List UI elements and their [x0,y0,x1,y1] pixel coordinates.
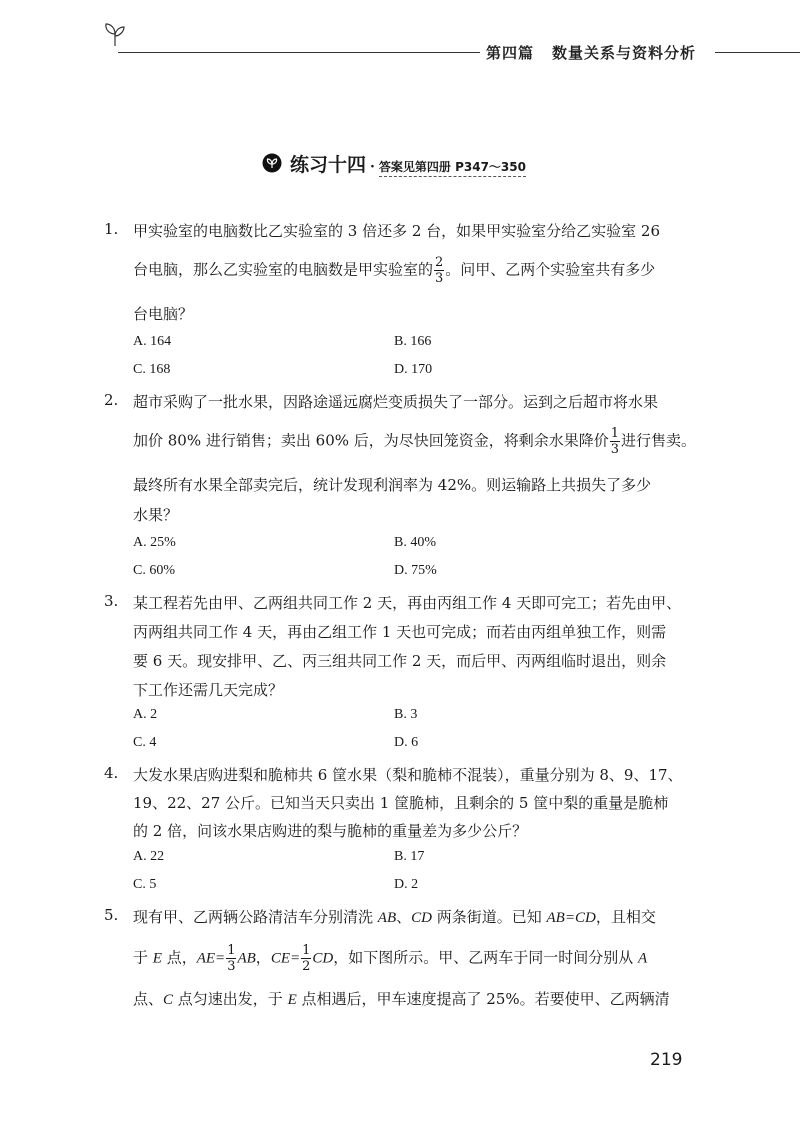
q2-option-c: C. 60% [133,563,175,578]
point-c: C [163,992,174,1008]
street-ab: AB [377,910,397,926]
fraction-one-third-ae: $\frac{1}{3}$ [227,943,236,974]
q1-option-c: C. 168 [133,362,171,377]
question-3-line-1: 某工程若先由甲、乙两组共同工作 2 天，再由丙组工作 4 天即可完工；若先由甲、 [133,594,682,612]
question-1-number: 1. [104,220,119,238]
title-separator: · [370,159,375,175]
q2-option-d: D. 75% [394,563,437,578]
street-cd: CD [411,910,432,926]
question-5-line-1: 现有甲、乙两辆公路清洁车分别清洗 AB、CD 两条街道。已知 AB=CD，且相交 [133,908,656,926]
exercise-title: 练习十四 [290,154,367,176]
question-3-number: 3. [104,592,119,610]
question-3-line-2: 丙两组共同工作 4 天，再由乙组工作 1 天也可完成；而若由丙组单独工作，则需 [133,623,667,641]
question-1-line-1: 甲实验室的电脑数比乙实验室的 3 倍还多 2 台，如果甲实验室分给乙实验室 26 [133,222,661,240]
point-e: E [152,950,162,967]
q3-option-b: B. 3 [394,707,418,722]
q3-option-a: A. 2 [133,707,158,722]
question-1-line-3: 台电脑？ [133,305,194,323]
fraction-two-thirds: $\frac{2}{3}$ [435,255,444,286]
question-2-number: 2. [104,391,119,409]
running-header [486,42,696,63]
header-section: 数量关系与资料分析 [552,44,697,62]
question-4-number: 4. [104,764,119,782]
q3-option-d: D. 6 [394,735,419,750]
header-rule-left [118,52,480,53]
equation-ab-cd: AB=CD [546,910,596,926]
question-3-line-3: 要 6 天。现安排甲、乙、丙三组共同工作 2 天，而后甲、丙两组临时退出，则余 [133,652,667,670]
header-part: 第四篇 [486,44,535,62]
exercise-heading [262,150,526,177]
q2-text-b: 进行售卖。 [621,431,697,450]
question-3-line-4: 下工作还需几天完成？ [133,681,284,699]
page-number: 219 [650,1050,683,1070]
q1-text-a: 台电脑，那么乙实验室的电脑数是甲实验室的 [133,260,434,279]
answer-reference: 答案见第四册 P347～350 [379,160,526,177]
q4-option-a: A. 22 [133,849,165,864]
sprout-logo-icon [100,18,130,48]
point-a: A [638,950,648,967]
question-1-line-2 [133,255,655,286]
q4-option-b: B. 17 [394,849,425,864]
q2-option-b: B. 40% [394,535,436,550]
question-2-line-4: 水果？ [133,506,179,524]
q3-option-c: C. 4 [133,735,157,750]
q2-text-a: 加价 80% 进行销售；卖出 60% 后，为尽快回笼资金，将剩余水果降价 [133,431,609,450]
question-5-line-2: 于 E 点，AE= $\frac{1}{3}$ AB，CE= $\frac{1}{2}$ CD，如下图所示。甲、乙两车于同一时间分别从 A [133,943,648,974]
question-2-line-3: 最终所有水果全部卖完后，统计发现利润率为 42%。则运输路上共损失了多少 [133,476,652,494]
fraction-one-third: $\frac{1}{3}$ [610,426,620,457]
q4-option-c: C. 5 [133,877,157,892]
flower-badge-icon [262,153,282,173]
question-4-line-1: 大发水果店购进梨和脆柿共 6 筐水果（梨和脆柿不混装），重量分别为 8、9、17、 [133,766,683,784]
fraction-one-half-ce: $\frac{1}{2}$ [302,943,311,974]
q1-option-a: A. 164 [133,334,172,349]
question-2-line-2 [133,426,696,457]
q1-option-d: D. 170 [394,362,433,377]
question-2-line-1: 超市采购了一批水果，因路途遥远腐烂变质损失了一部分。运到之后超市将水果 [133,393,659,411]
q2-option-a: A. 25% [133,535,176,550]
question-4-line-3: 的 2 倍，问该水果店购进的梨与脆柿的重量差为多少公斤？ [133,822,528,840]
header-rule-right [715,52,800,53]
q4-option-d: D. 2 [394,877,419,892]
question-5-line-3: 点、C 点匀速出发，于 E 点相遇后，甲车速度提高了 25%。若要使甲、乙两辆清 [133,990,670,1008]
q1-option-b: B. 166 [394,334,432,349]
question-5-number: 5. [104,906,119,924]
question-4-line-2: 19、22、27 公斤。已知当天只卖出 1 筐脆柿，且剩余的 5 筐中梨的重量是脆柿 [133,794,669,812]
q1-text-b: 。问甲、乙两个实验室共有多少 [445,260,656,279]
